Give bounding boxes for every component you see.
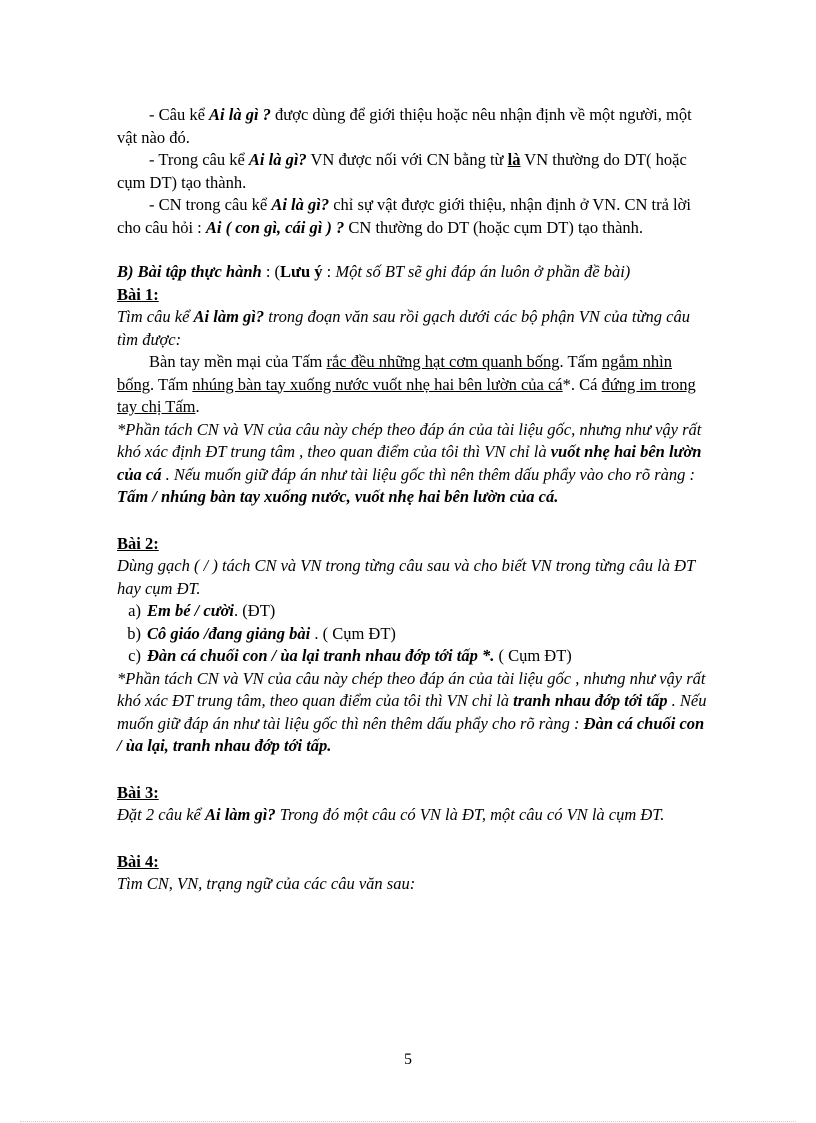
list-item <box>117 645 707 668</box>
list-answer: . ( Cụm ĐT) <box>310 623 396 643</box>
section-title: B) Bài tập thực hành <box>117 262 262 281</box>
theory-paragraph-3 <box>117 194 707 239</box>
text-run: . Tấm <box>559 352 602 371</box>
bai2-heading: Bài 2: <box>117 533 159 553</box>
list-label: c) <box>128 646 141 665</box>
term-ai-lam-gi: Ai làm gì? <box>204 805 276 824</box>
text-run: - Câu kể <box>149 105 210 124</box>
text-run: VN được nối với CN bằng từ <box>306 150 508 169</box>
emphasis: tranh nhau đớp tới tấp <box>513 691 668 710</box>
term-ai-la-gi: Ai là gì? <box>248 150 307 169</box>
text-run: *Phần tách CN và VN của câu này chép theo đáp án của tài liệu gốc, nhưng như vậy rất khó xác định ĐT trung tâm , theo quan điểm của tôi thì VN chỉ là <box>117 419 702 461</box>
text-run: - Trong câu kể <box>149 150 249 169</box>
list-sentence: Cô giáo /đang giảng bài <box>147 623 311 643</box>
section-b-title <box>117 261 707 284</box>
bai3-heading: Bài 3: <box>117 782 159 802</box>
text-run: CN thường do DT (hoặc cụm DT) tạo thành. <box>344 217 644 237</box>
keyword-la: là <box>507 150 521 169</box>
underlined-vn: đứng im trong tay chị Tấm <box>117 374 696 416</box>
text-run: *Phần tách CN và VN của câu này chép theo đáp án của tài liệu gốc , nhưng như vậy rất khó xác ĐT trung tâm, theo quan điểm của tôi thì VN chỉ là <box>117 668 706 710</box>
text-run: : ( <box>261 262 281 281</box>
term-ai-la-gi: Ai là gì? <box>271 195 330 214</box>
page-content <box>117 104 707 896</box>
bai2-list <box>117 600 707 668</box>
bai2-note <box>117 668 707 758</box>
bai2-prompt: Dùng gạch ( / ) tách CN và VN trong từng câu sau và cho biết VN trong từng câu là ĐT hay cụm ĐT. <box>117 556 695 598</box>
text-run: Trong đó một câu có VN là ĐT, một câu có VN là cụm ĐT. <box>275 805 665 824</box>
bai4-heading: Bài 4: <box>117 851 159 871</box>
theory-paragraph-2 <box>117 149 707 194</box>
bai4-prompt: Tìm CN, VN, trạng ngữ của các câu văn sau: <box>117 874 416 893</box>
emphasis: vuốt nhẹ hai bên lườn của cá <box>117 442 702 484</box>
note-label: Lưu ý <box>280 262 323 281</box>
page-number: 5 <box>404 1051 412 1068</box>
underlined-vn: ngắm nhìn bống <box>117 352 672 394</box>
term-ai-la-gi: Ai là gì ? <box>209 105 271 124</box>
underlined-vn: nhúng bàn tay xuống nước vuốt nhẹ hai bên lườn của cá <box>192 374 563 394</box>
emphasis: Tấm / nhúng bàn tay xuống nước, vuốt nhẹ hai bên lườn của cá. <box>117 487 559 506</box>
bai1-passage <box>117 351 707 419</box>
note-text: Một số BT sẽ ghi đáp án luôn ở phần đề bài) <box>335 262 631 281</box>
list-answer: . (ĐT) <box>234 601 276 620</box>
emphasis: Đàn cá chuối con / ùa lại, tranh nhau đớp tới tấp. <box>117 713 705 755</box>
underlined-vn: rắc đều những hạt cơm quanh bống <box>326 352 560 371</box>
text-run: chỉ sự vật được giới thiệu, nhận định ở VN. CN trả lời cho câu hỏi : <box>117 195 691 237</box>
text-run: Bàn tay mền mại của Tấm <box>149 352 327 371</box>
bai3-prompt <box>117 804 707 827</box>
page-bottom-border <box>20 1121 796 1122</box>
text-run: Tìm câu kể <box>117 307 194 326</box>
list-answer: ( Cụm ĐT) <box>494 646 572 665</box>
list-item <box>117 623 707 646</box>
question-phrase: Ai ( con gì, cái gì ) ? <box>205 217 345 237</box>
text-run: : <box>322 262 336 281</box>
list-label: a) <box>128 601 141 620</box>
text-run: . Tấm <box>150 374 193 394</box>
text-run: . Nếu muốn giữ đáp án như tài liệu gốc thì nên thêm dấu phẩy cho rõ ràng : <box>117 691 707 733</box>
text-run: VN thường do DT( hoặc cụm DT) tạo thành. <box>117 150 687 192</box>
text-run: . Nếu muốn giữ đáp án như tài liệu gốc thì nên thêm dấu phẩy vào cho rõ ràng : <box>161 464 696 484</box>
list-item <box>117 600 707 623</box>
text-run: - CN trong câu kể <box>149 195 272 214</box>
text-run: được dùng để giới thiệu hoặc nêu nhận định về một người, một vật nào đó. <box>117 105 692 147</box>
text-run: trong đoạn văn sau rồi gạch dưới các bộ phận VN của từng câu tìm được: <box>117 307 690 349</box>
theory-paragraph-1 <box>117 104 707 149</box>
bai1-heading: Bài 1: <box>117 284 159 304</box>
bai1-note <box>117 419 707 509</box>
text-run: Đặt 2 câu kể <box>117 805 205 824</box>
term-ai-lam-gi: Ai làm gì? <box>193 307 265 326</box>
list-label: b) <box>127 623 141 643</box>
text-run: *. Cá <box>562 374 602 394</box>
list-sentence: Em bé / cười <box>147 601 235 620</box>
text-run: . <box>195 397 200 416</box>
bai1-prompt <box>117 306 707 351</box>
list-sentence: Đàn cá chuối con / ùa lại tranh nhau đớp tới tấp *. <box>147 646 495 665</box>
